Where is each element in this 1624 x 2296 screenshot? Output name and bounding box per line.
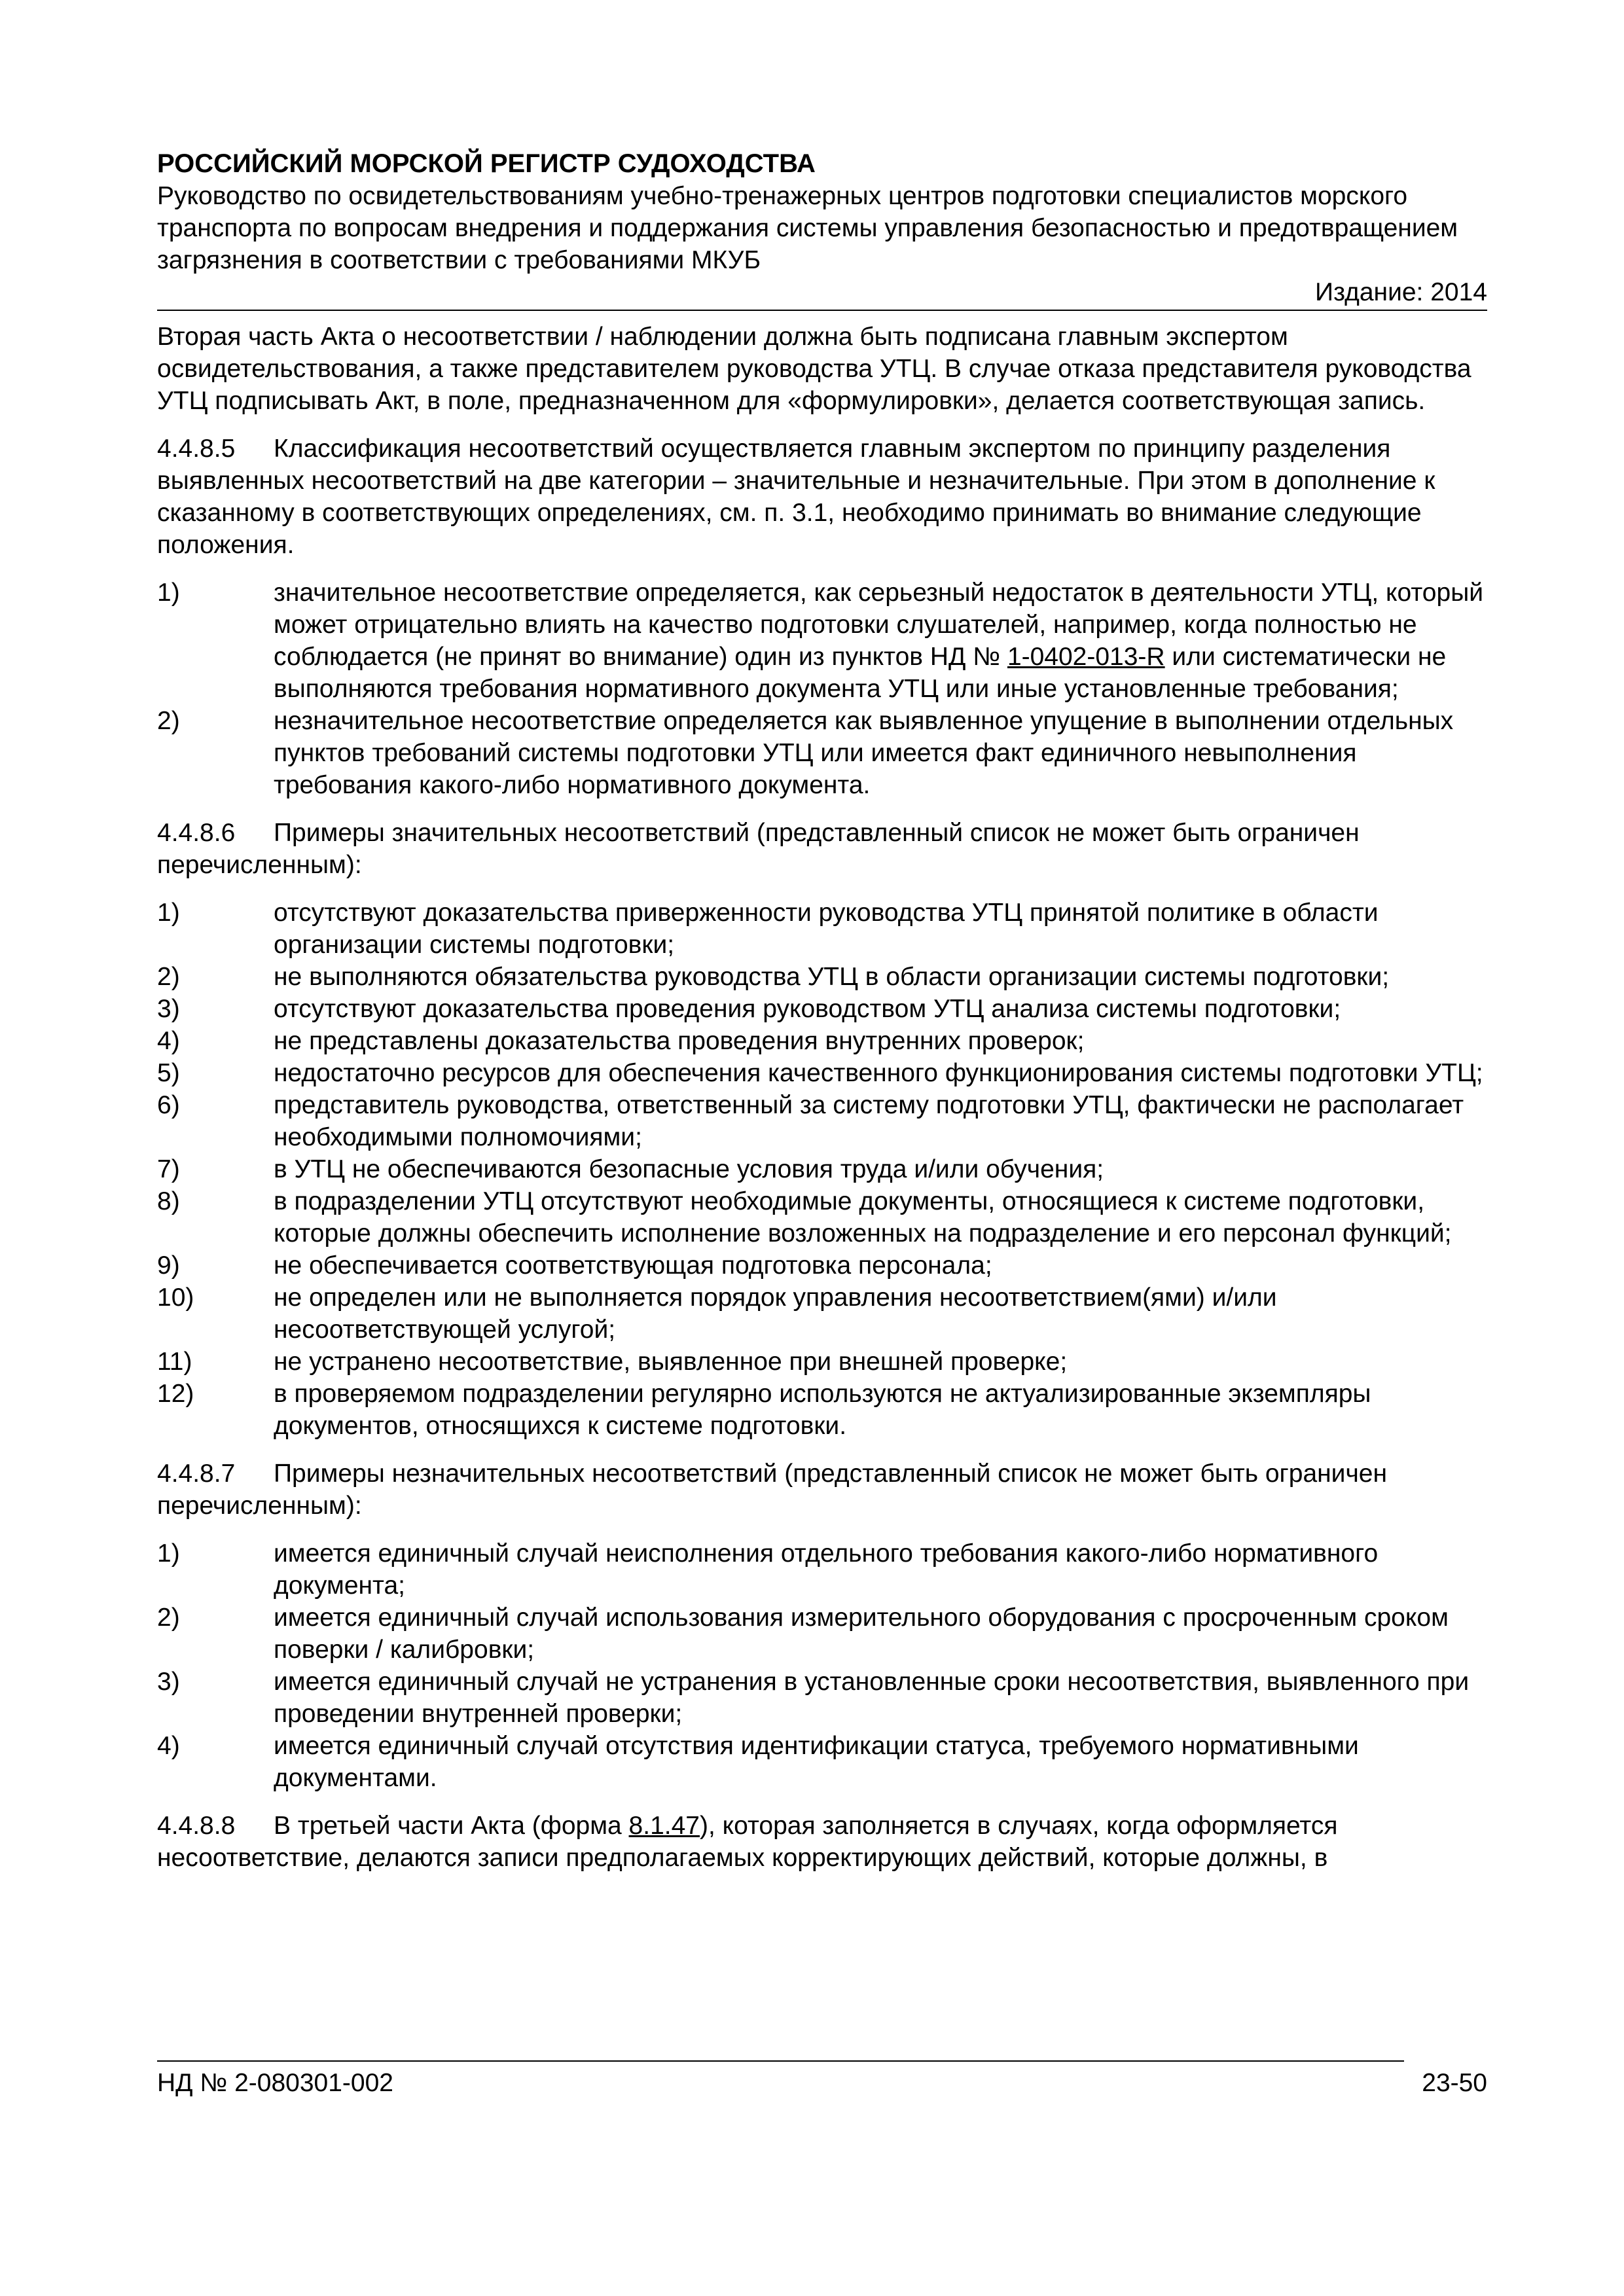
list-item-text: не обеспечивается соответствующая подготовка персонала;	[274, 1251, 992, 1280]
list-item-number: 1)	[157, 1539, 180, 1568]
list-item-number: 7)	[157, 1155, 180, 1183]
list-item-text-part: или систематически не выполняются требования нормативного документа УТЦ или иные установленные требования;	[274, 643, 1447, 703]
list-item-text: имеется единичный случай использования измерительного оборудования с просроченным сроком поверки / калибровки;	[274, 1604, 1449, 1664]
page-content	[157, 321, 1487, 1890]
page-header	[157, 147, 1487, 311]
list-item	[157, 577, 1487, 705]
document-number: НД № 2-080301-002	[157, 2069, 393, 2097]
list-item	[157, 1602, 1487, 1666]
list-item-number: 3)	[157, 1668, 180, 1696]
intro-paragraph: Вторая часть Акта о несоответствии / наблюдении должна быть подписана главным экспертом освидетельствования, а также представителем руководства УТЦ. В случае отказа представителя руководства УТЦ подписывать Акт, в поле, предназначенном для «формулировки», делается соответствующая запись.	[157, 323, 1471, 415]
clause-number: 4.4.8.7	[157, 1460, 236, 1488]
list-item	[157, 897, 1487, 961]
list-item	[157, 1378, 1487, 1442]
list-item	[157, 1666, 1487, 1730]
list-item-text: имеется единичный случай неисполнения отдельного требования какого-либо нормативного документа;	[274, 1539, 1379, 1600]
list-item	[157, 1153, 1487, 1185]
list-item-number: 1)	[157, 579, 180, 607]
list-item	[157, 1346, 1487, 1378]
list-item-text: в проверяемом подразделении регулярно используются не актуализированные экземпляры документов, относящихся к системе подготовки.	[274, 1380, 1371, 1440]
list-item-text: отсутствуют доказательства приверженности руководства УТЦ принятой политике в области организации системы подготовки;	[274, 899, 1379, 959]
clause-text-part: В третьей части Акта (форма	[274, 1812, 629, 1840]
list-item	[157, 961, 1487, 993]
list-item	[157, 1057, 1487, 1089]
page-footer	[157, 2060, 1487, 2099]
list-item-text: не выполняются обязательства руководства УТЦ в области организации системы подготовки;	[274, 963, 1390, 991]
list-item-number: 2)	[157, 963, 180, 991]
clause-number: 4.4.8.8	[157, 1812, 236, 1840]
form-reference-link[interactable]: 8.1.47	[628, 1812, 700, 1840]
list-item	[157, 1089, 1487, 1153]
edition-label: Издание: 2014	[157, 276, 1487, 311]
list-item-text: в подразделении УТЦ отсутствуют необходимые документы, относящиеся к системе подготовки, которые должны обеспечить исполнение возложенных на подразделение и его персонал функций;	[274, 1187, 1452, 1247]
clause-number: 4.4.8.6	[157, 819, 236, 847]
list-item-number: 9)	[157, 1251, 180, 1280]
clause-4-4-8-8	[157, 1810, 1487, 1874]
list-item-number: 2)	[157, 707, 180, 735]
list-item	[157, 1249, 1487, 1282]
major-nonconformities-list	[157, 897, 1487, 1442]
list-item-number: 10)	[157, 1283, 194, 1312]
list-item-number: 8)	[157, 1187, 180, 1215]
list-item	[157, 1025, 1487, 1057]
list-item-number: 4)	[157, 1027, 180, 1055]
list-item	[157, 1730, 1487, 1794]
nd-reference-link[interactable]: 1-0402-013-R	[1007, 643, 1165, 671]
list-item-number: 1)	[157, 899, 180, 927]
list-item	[157, 705, 1487, 801]
list-item-text-part: значительное несоответствие определяется, как серьезный недостаток в деятельности УТЦ, который может отрицательно влиять на качество подготовки слушателей, например, когда полностью не соблюдается (не принят во внимание) один из пунктов НД №	[274, 579, 1484, 671]
list-item	[157, 993, 1487, 1025]
minor-nonconformities-list	[157, 1537, 1487, 1794]
clause-text-part: ), которая заполняется в случаях, когда оформляется несоответствие, делаются записи предполагаемых корректирующих действий, которые должны, в	[157, 1812, 1338, 1872]
clause-4-4-8-5	[157, 433, 1487, 561]
list-item-number: 5)	[157, 1059, 180, 1087]
document-subtitle: Руководство по освидетельствованиям учебно-тренажерных центров подготовки специалистов морского транспорта по вопросам внедрения и поддержания системы управления безопасностью и предотвращением загрязнения в соответствии с требованиями МКУБ	[157, 182, 1458, 274]
list-item-text: представитель руководства, ответственный за систему подготовки УТЦ, фактически не располагает необходимыми полномочиями;	[274, 1091, 1464, 1151]
list-item	[157, 1282, 1487, 1346]
clause-4-4-8-6	[157, 817, 1487, 881]
clause-text: Примеры незначительных несоответствий (представленный список не может быть ограничен перечисленным):	[157, 1460, 1388, 1520]
list-item	[157, 1537, 1487, 1602]
list-item-text: недостаточно ресурсов для обеспечения качественного функционирования системы подготовки УТЦ;	[274, 1059, 1483, 1087]
list-item-number: 12)	[157, 1380, 194, 1408]
page-number: 23-50	[1422, 2069, 1487, 2097]
list-item-text	[274, 577, 1487, 705]
clause-4-4-8-7	[157, 1458, 1487, 1522]
classification-list	[157, 577, 1487, 801]
list-item-number: 6)	[157, 1091, 180, 1119]
organization-title: РОССИЙСКИЙ МОРСКОЙ РЕГИСТР СУДОХОДСТВА	[157, 149, 816, 178]
list-item-number: 4)	[157, 1732, 180, 1760]
list-item-text: имеется единичный случай не устранения в установленные сроки несоответствия, выявленного при проведении внутренней проверки;	[274, 1668, 1470, 1728]
list-item-number: 3)	[157, 995, 180, 1023]
clause-text: Примеры значительных несоответствий (представленный список не может быть ограничен перечисленным):	[157, 819, 1360, 879]
list-item-text: не устранено несоответствие, выявленное при внешней проверке;	[274, 1348, 1068, 1376]
list-item-number: 11)	[157, 1348, 192, 1376]
list-item-text: не представлены доказательства проведения внутренних проверок;	[274, 1027, 1085, 1055]
footer-row	[157, 2062, 1487, 2099]
list-item-number: 2)	[157, 1604, 180, 1632]
list-item-text: отсутствуют доказательства проведения руководством УТЦ анализа системы подготовки;	[274, 995, 1341, 1023]
clause-number: 4.4.8.5	[157, 435, 236, 463]
list-item-text: имеется единичный случай отсутствия идентификации статуса, требуемого нормативными документами.	[274, 1732, 1359, 1792]
list-item-text: не определен или не выполняется порядок управления несоответствием(ями) и/или несоответствующей услугой;	[274, 1283, 1277, 1344]
list-item-text: незначительное несоответствие определяется как выявленное упущение в выполнении отдельных пунктов требований системы подготовки УТЦ или имеется факт единичного невыполнения требования какого-либо нормативного документа.	[274, 707, 1454, 799]
list-item-text: в УТЦ не обеспечиваются безопасные условия труда и/или обучения;	[274, 1155, 1104, 1183]
list-item	[157, 1185, 1487, 1249]
clause-text: Классификация несоответствий осуществляется главным экспертом по принципу разделения выявленных несоответствий на две категории – значительные и незначительные. При этом в дополнение к сказанному в соответствующих определениях, см. п. 3.1, необходимо принимать во внимание следующие положения.	[157, 435, 1435, 559]
